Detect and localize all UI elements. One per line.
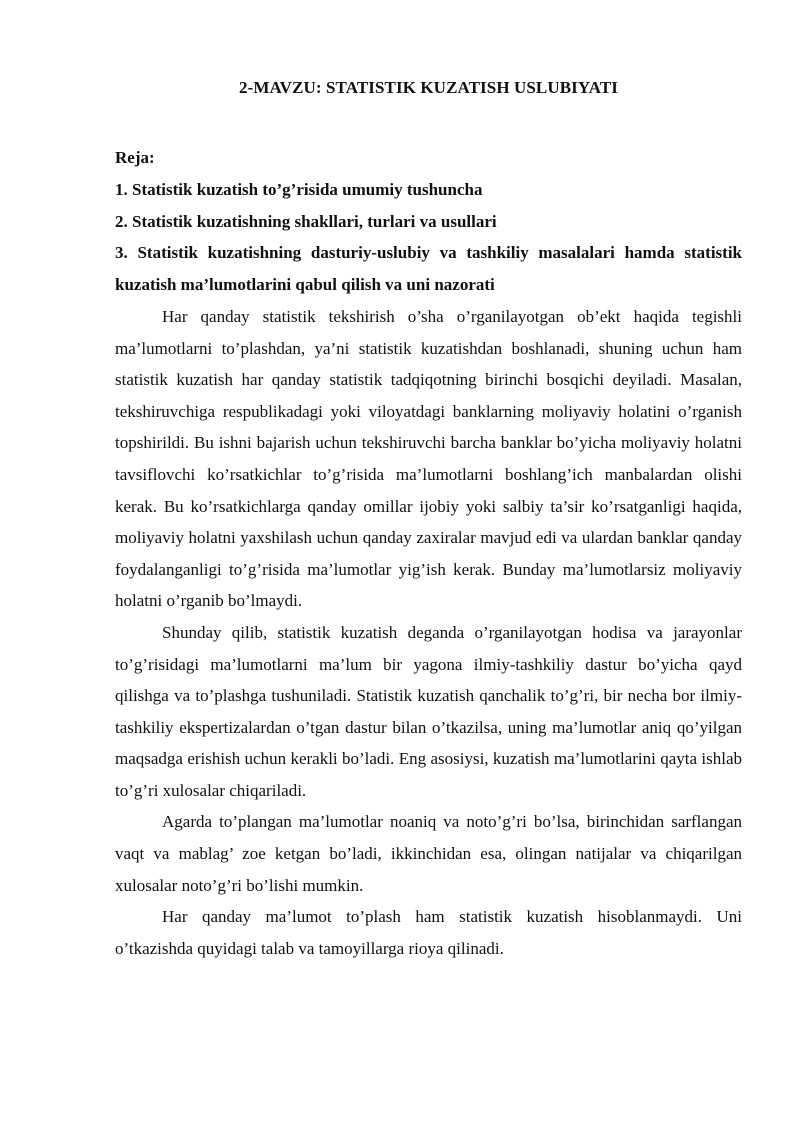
plan-item: 3. Statistik kuzatishning dasturiy-uslubiy va tashkiliy masalalari hamda statistik kuzatish ma’lumotlarini qabul qilish va uni nazorati bbox=[115, 243, 742, 295]
plan-section bbox=[115, 142, 742, 301]
plan-heading: Reja: bbox=[115, 148, 155, 167]
document-page bbox=[115, 72, 742, 964]
document-title: 2-MAVZU: STATISTIK KUZATISH USLUBIYATI bbox=[238, 78, 618, 97]
paragraph: Har qanday statistik tekshirish o’sha o’rganilayotgan ob’ekt haqida tegishli ma’lumotlarni to’plashdan, ya’ni statistik kuzatishdan boshlanadi, shuning uchun ham statistik kuzatish har qanday statistik tadqiqotning birinchi bosqichi deyiladi. Masalan, tekshiruvchiga respublikadagi yoki viloyatdagi banklarning moliyaviy holatini o’rganish topshirildi. Bu ishni bajarish uchun tekshiruvchi barcha banklar bo’yicha moliyaviy holatni tavsiflovchi ko’rsatkichlar to’g’risida ma’lumotlarni boshlang’ich manbalardan olishi kerak. Bu ko’rsatkichlarga qanday omillar ijobiy yoki salbiy ta’sir ko’rsatganligi haqida, moliyaviy holatni yaxshilash uchun qanday zaxiralar mavjud edi va ulardan banklar qanday foydalanganligi to’g’risida ma’lumotlar yig’ish kerak. Bunday ma’lumotlarsiz moliyaviy holatni o’rganib bo’lmaydi. bbox=[115, 306, 742, 611]
paragraph: Har qanday ma’lumot to’plash ham statistik kuzatish hisoblanmaydi. Uni o’tkazishda quyidagi talab va tamoyillarga rioya qilinadi. bbox=[115, 907, 742, 958]
plan-item: 1. Statistik kuzatish to’g’risida umumiy tushuncha bbox=[115, 179, 483, 199]
body-text bbox=[115, 301, 742, 964]
paragraph: Agarda to’plangan ma’lumotlar noaniq va noto’g’ri bo’lsa, birinchidan sarflangan vaqt va mablag’ zoe ketgan bo’ladi, ikkinchidan esa, olingan natijalar va chiqarilgan xulosalar noto’g’ri bo’lishi mumkin. bbox=[115, 812, 742, 895]
plan-item: 2. Statistik kuzatishning shakllari, turlari va usullari bbox=[115, 211, 497, 231]
paragraph: Shunday qilib, statistik kuzatish deganda o’rganilayotgan hodisa va jarayonlar to’g’risidagi ma’lumotlarni ma’lum bir yagona ilmiy-tashkiliy dastur bo’yicha qayd qilishga va to’plashga tushuniladi. Statistik kuzatish qanchalik to’g’ri, bir necha bor ilmiy-tashkiliy ekspertizalardan o’tgan dastur bilan o’tkazilsa, uning ma’lumotlar aniq qo’yilgan maqsadga erishish uchun kerakli bo’ladi. Eng asosiysi, kuzatish ma’lumotlarini qayta ishlab to’g’ri xulosalar chiqariladi. bbox=[115, 622, 742, 800]
